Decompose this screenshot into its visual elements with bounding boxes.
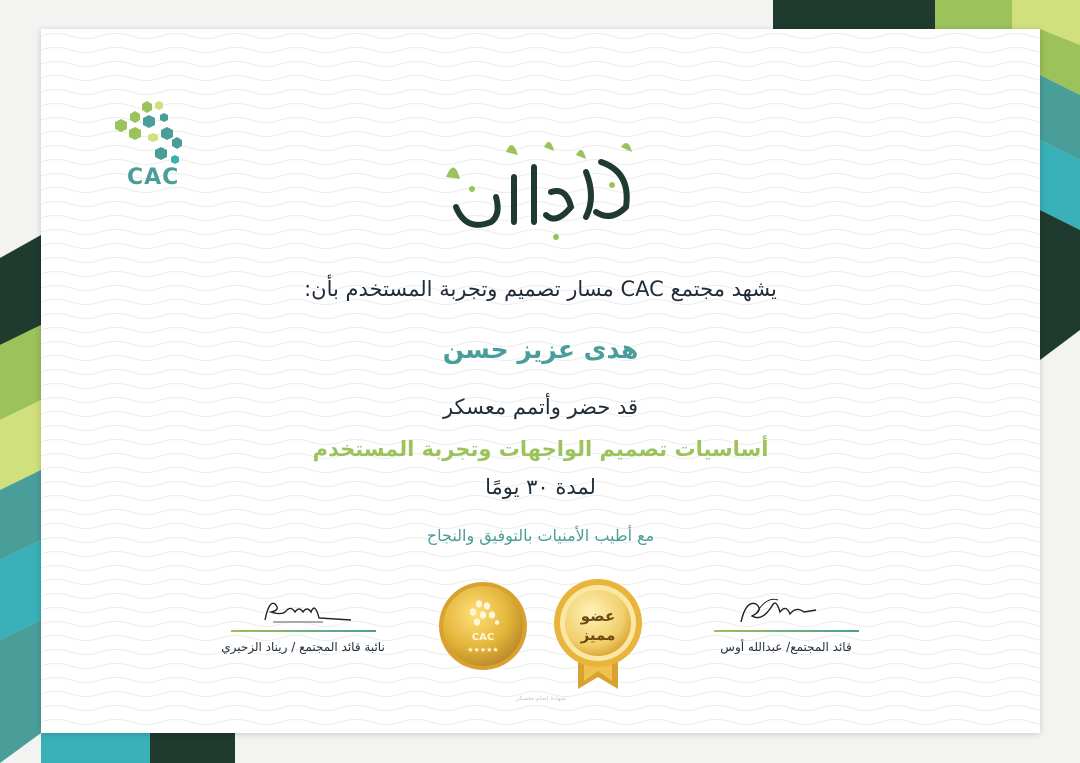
signature-right: [686, 592, 886, 654]
ribbon-line2: مميز: [580, 626, 616, 644]
signature-right-name: قائد المجتمع/ عبدالله أوس: [720, 640, 852, 654]
certificate-title-calligraphy: [436, 137, 646, 247]
ribbon-line1: عضو: [580, 607, 616, 625]
signature-left-line: [231, 630, 376, 632]
attendance-text: قد حضر وأتمم معسكر: [442, 395, 639, 419]
logo-text: CAC: [127, 165, 180, 190]
gold-seal-text: CAC: [471, 632, 495, 643]
wishes-text: مع أطيب الأمنيات بالتوفيق والنجاح: [426, 526, 655, 545]
recipient-name: هدى عزيز حسن: [442, 335, 639, 364]
gold-seal-stars: ★★★★★: [467, 646, 499, 654]
distinguished-member-ribbon-badge: [550, 577, 646, 693]
certificate-intro: يشهد مجتمع CAC مسار تصميم وتجربة المستخدم بأن:: [304, 277, 777, 301]
duration-text: لمدة ٣٠ يومًا: [485, 475, 596, 499]
signature-left-scribble: [203, 594, 403, 626]
footer-tiny-text: شهادة إتمام معسكر: [516, 695, 566, 702]
signature-right-scribble: [686, 592, 886, 626]
certificate-card: [41, 29, 1040, 733]
course-name: أساسيات تصميم الواجهات وتجربة المستخدم: [312, 437, 769, 461]
gold-seal-badge: [437, 580, 529, 672]
signature-right-line: [714, 630, 859, 632]
signature-left-name: نائبة قائد المجتمع / ريناد الزحيري: [221, 640, 385, 654]
signature-left: [203, 594, 403, 654]
